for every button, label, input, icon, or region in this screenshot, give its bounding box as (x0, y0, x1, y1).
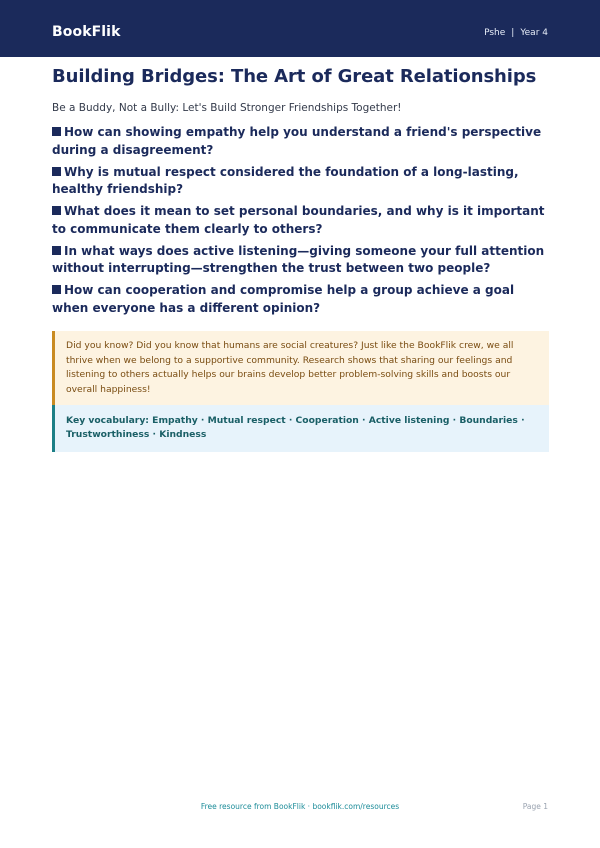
page-subtitle: Be a Buddy, Not a Bully: Let's Build Stronger Friendships Together! (52, 102, 402, 114)
question-item (52, 243, 549, 278)
page-number: Page 1 (522, 802, 548, 811)
question-text: In what ways does active listening—giving someone your full attention without interrupting—strengthen the trust between two people? (52, 243, 545, 275)
brand-logo-text: BookFlik (52, 24, 121, 40)
square-bullet-icon (52, 285, 61, 294)
worksheet-content (52, 66, 549, 452)
header-meta (484, 28, 548, 38)
square-bullet-icon (52, 246, 61, 255)
question-item (52, 282, 549, 317)
question-list (52, 124, 549, 317)
question-text: How can showing empathy help you understand a friend's perspective during a disagreement? (52, 125, 542, 157)
did-you-know-callout: Did you know? Did you know that humans are social creatures? Just like the BookFlik crew, we all thrive when we belong to a supportive community. Research shows that sharing our feelings and listening to others actually helps our brains develop better problem-solving skills and boosts our overall happiness! (52, 331, 549, 405)
year-label: Year 4 (520, 28, 548, 38)
page-header (0, 0, 600, 57)
question-item (52, 164, 549, 199)
subject-label: Pshe (484, 28, 506, 38)
question-item (52, 203, 549, 238)
question-text: Why is mutual respect considered the foundation of a long-lasting, healthy friendship? (52, 164, 519, 196)
footer-resource-link[interactable]: Free resource from BookFlik · bookflik.com/resources (200, 802, 400, 811)
page-title: Building Bridges: The Art of Great Relationships (52, 66, 537, 87)
square-bullet-icon (52, 127, 61, 136)
square-bullet-icon (52, 167, 61, 176)
question-text: How can cooperation and compromise help a group achieve a goal when everyone has a different opinion? (52, 283, 515, 315)
question-text: What does it mean to set personal boundaries, and why is it important to communicate them clearly to others? (52, 204, 545, 236)
square-bullet-icon (52, 206, 61, 215)
question-item (52, 124, 549, 159)
key-vocabulary-box: Key vocabulary: Empathy · Mutual respect · Cooperation · Active listening · Boundaries · Trustworthiness · Kindness (52, 405, 549, 452)
meta-separator: | (511, 28, 515, 38)
